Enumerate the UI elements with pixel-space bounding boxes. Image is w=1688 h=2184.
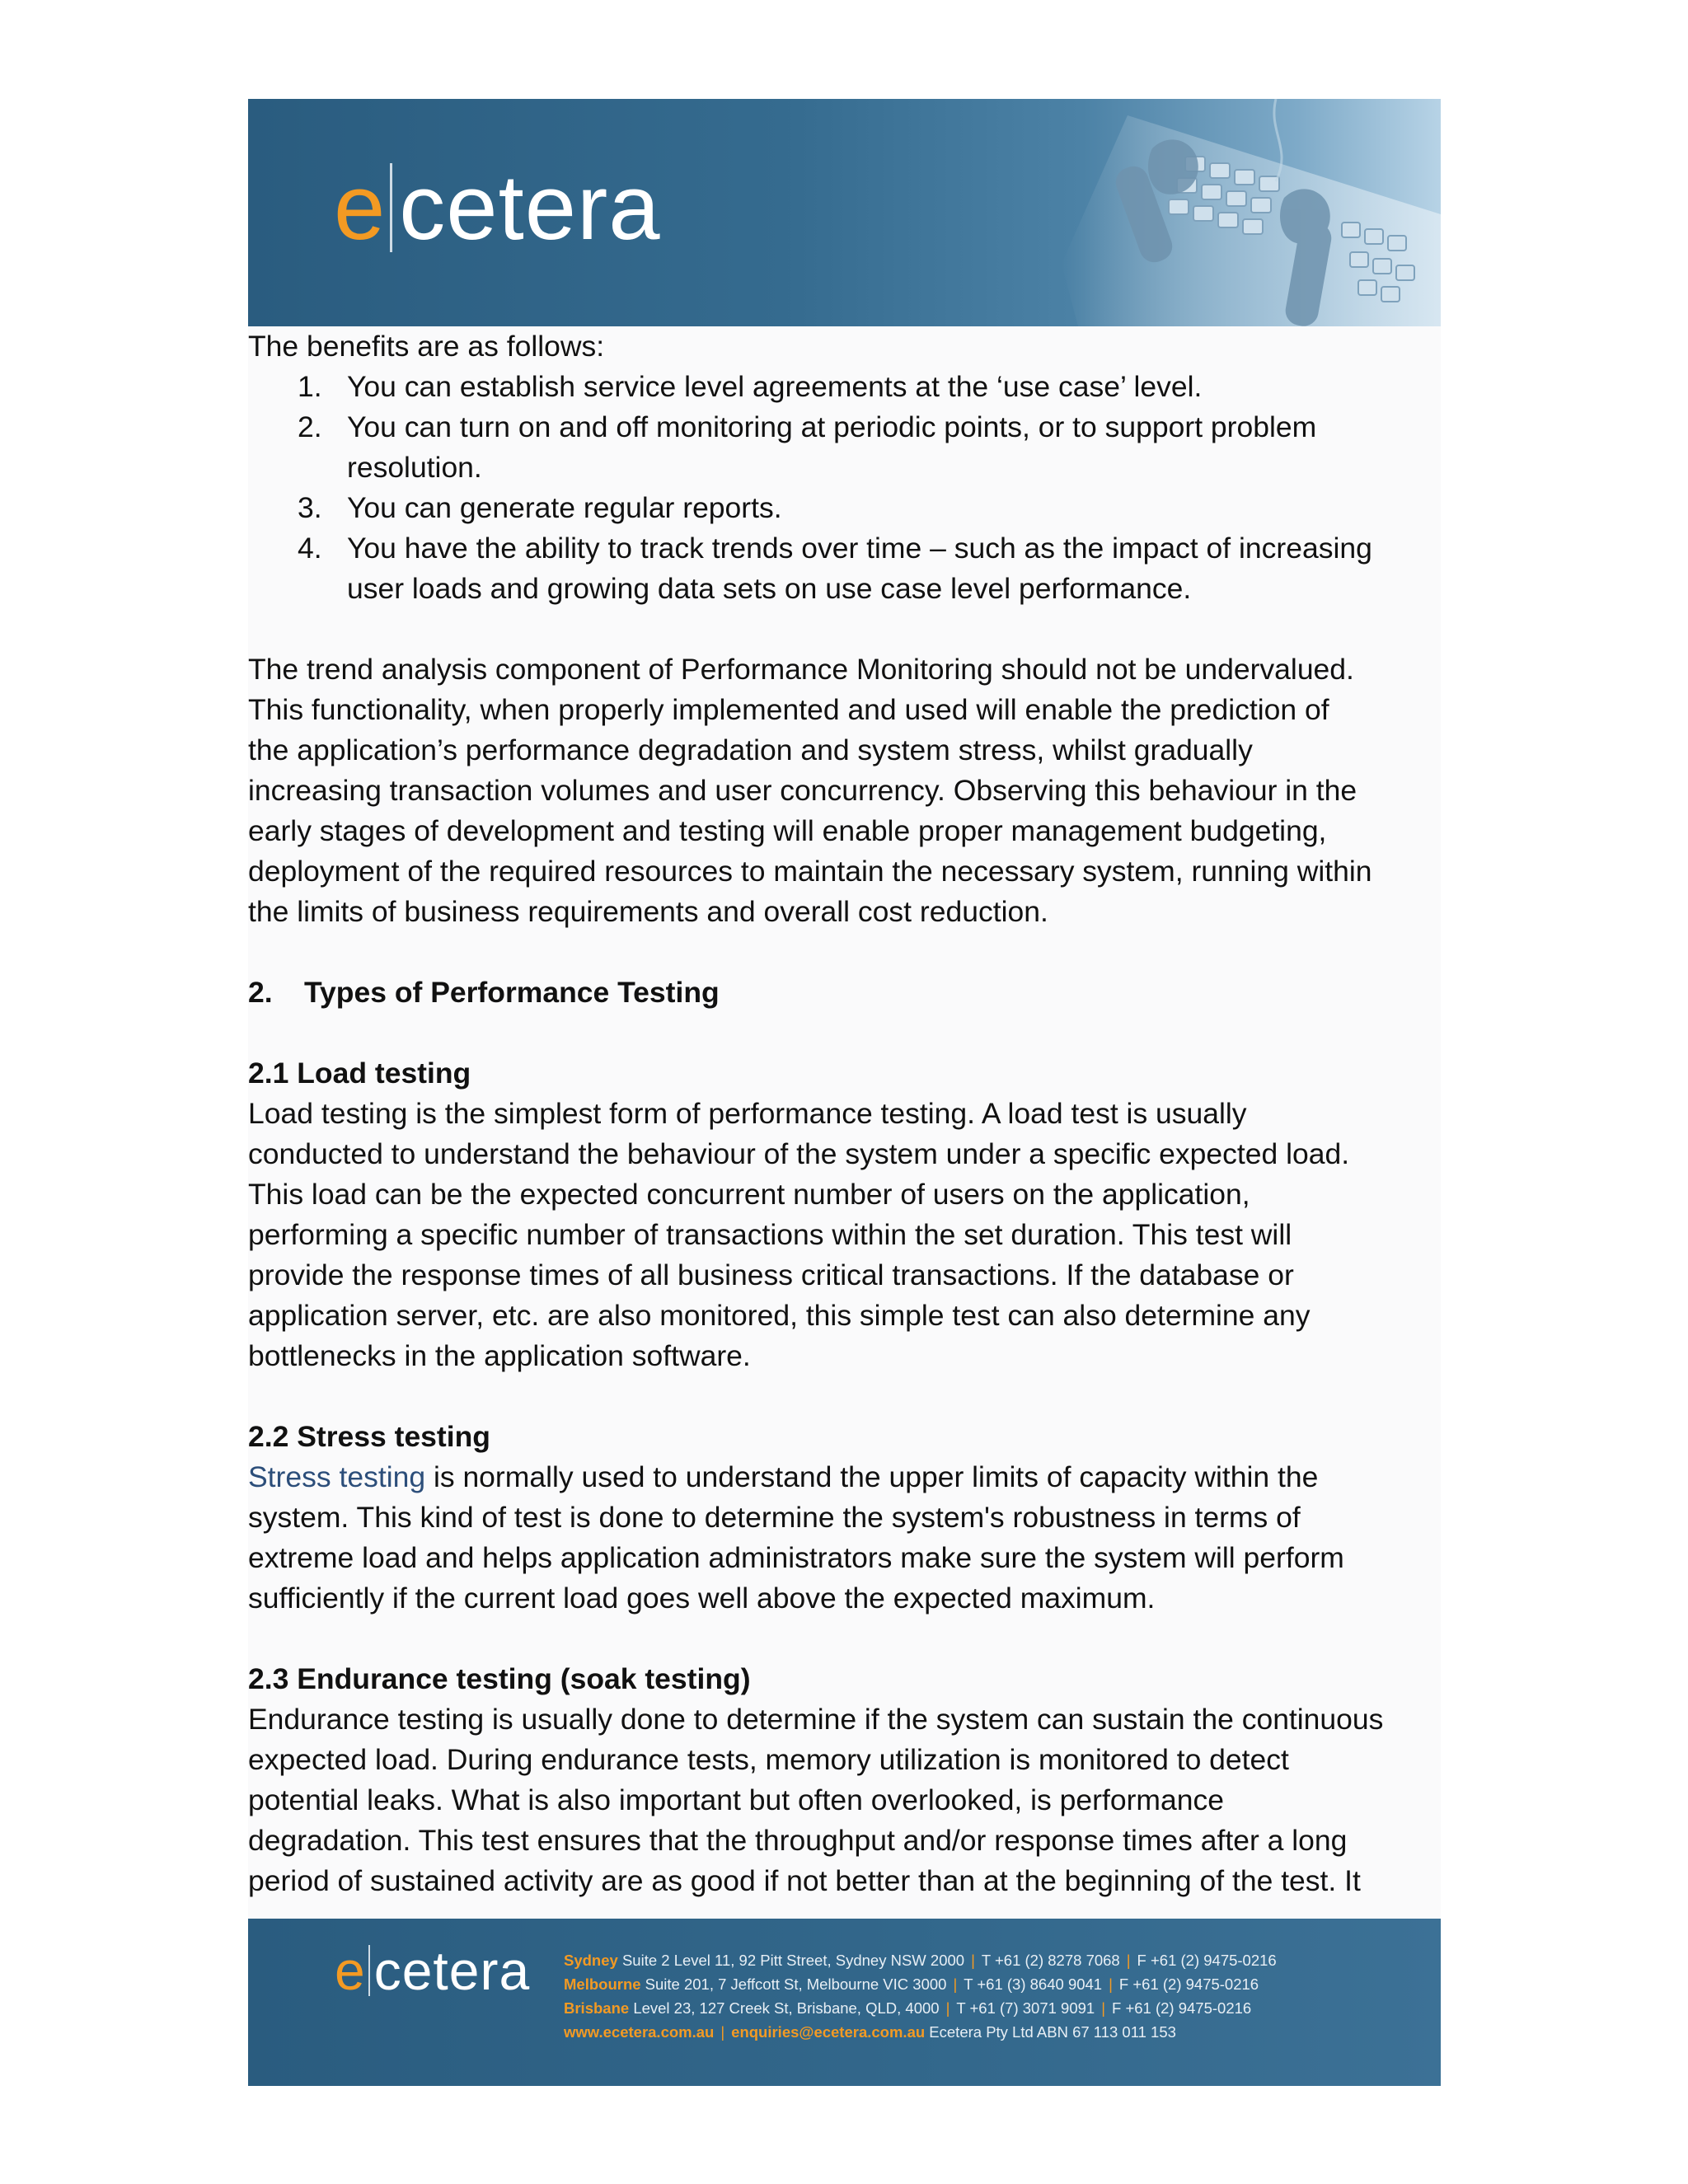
list-item bbox=[248, 488, 1441, 528]
paragraph-line: application server, etc. are also monitored, this simple test can also determine any bbox=[248, 1299, 1311, 1332]
section-title: Types of Performance Testing bbox=[304, 976, 720, 1009]
stress-testing-link[interactable]: Stress testing bbox=[248, 1460, 426, 1493]
paragraph-line: potential leaks. What is also important but often overlooked, is performance bbox=[248, 1783, 1224, 1816]
divider: | bbox=[720, 2023, 725, 2041]
divider: | bbox=[1109, 1975, 1113, 1993]
divider: | bbox=[1126, 1952, 1131, 1969]
paragraph-line bbox=[248, 1457, 1441, 1497]
paragraph-line: the limits of business requirements and overall cost reduction. bbox=[248, 895, 1048, 928]
paragraph-line: bottlenecks in the application software. bbox=[248, 1339, 751, 1372]
stress-testing-paragraph bbox=[248, 1457, 1441, 1619]
divider: | bbox=[1101, 1999, 1106, 2017]
logo-e: e bbox=[334, 156, 386, 259]
logo-e: e bbox=[335, 1940, 365, 2001]
trend-paragraph bbox=[248, 649, 1441, 932]
header-banner bbox=[248, 99, 1441, 326]
divider: | bbox=[953, 1975, 958, 1993]
logo-wordmark: cetera bbox=[399, 156, 661, 259]
office-fax: F +61 (2) 9475-0216 bbox=[1118, 1975, 1259, 1993]
list-item bbox=[248, 528, 1441, 609]
paragraph-line: Endurance testing is usually done to determine if the system can sustain the continuous bbox=[248, 1703, 1384, 1736]
list-text-continuation: user loads and growing data sets on use case level performance. bbox=[347, 572, 1192, 605]
paragraph-line: conducted to understand the behaviour of the system under a specific expected load. bbox=[248, 1137, 1350, 1170]
paragraph-line: This load can be the expected concurrent number of users on the application, bbox=[248, 1178, 1250, 1211]
paragraph-line: degradation. This test ensures that the throughput and/or response times after a long bbox=[248, 1824, 1348, 1857]
office-city: Sydney bbox=[564, 1952, 618, 1969]
list-number: 3. bbox=[298, 491, 322, 524]
office-city: Melbourne bbox=[564, 1975, 641, 1993]
logo-separator bbox=[390, 163, 392, 252]
list-text: You have the ability to track trends over time – such as the impact of increasing bbox=[347, 532, 1372, 565]
list-text: You can establish service level agreements at the ‘use case’ level. bbox=[347, 370, 1203, 403]
list-number: 4. bbox=[298, 532, 322, 565]
section-number: 2. bbox=[248, 976, 273, 1009]
load-testing-paragraph bbox=[248, 1094, 1441, 1376]
office-line-brisbane bbox=[564, 1996, 1277, 2020]
list-text: You can turn on and off monitoring at periodic points, or to support problem bbox=[347, 410, 1317, 443]
paragraph-line: extreme load and helps application administrators make sure the system will perform bbox=[248, 1541, 1344, 1574]
keyboard-hands-image bbox=[1029, 99, 1441, 326]
office-phone: T +61 (2) 8278 7068 bbox=[981, 1952, 1120, 1969]
benefits-list bbox=[248, 367, 1441, 609]
load-testing-heading: 2.1 Load testing bbox=[248, 1057, 471, 1090]
footer-ecetera-logo bbox=[335, 1940, 531, 2001]
office-fax: F +61 (2) 9475-0216 bbox=[1137, 1952, 1277, 1969]
logo-separator bbox=[368, 1945, 370, 1996]
section-heading bbox=[248, 972, 1441, 1013]
list-item bbox=[248, 407, 1441, 488]
list-number: 2. bbox=[298, 410, 322, 443]
footer-web-line bbox=[564, 2020, 1277, 2044]
divider: | bbox=[945, 1999, 950, 2017]
paragraph-line: sufficiently if the current load goes well above the expected maximum. bbox=[248, 1582, 1156, 1615]
ecetera-logo bbox=[334, 156, 661, 259]
paragraph-line: The trend analysis component of Performance Monitoring should not be undervalued. bbox=[248, 653, 1354, 686]
office-phone: T +61 (7) 3071 9091 bbox=[956, 1999, 1095, 2017]
website-link[interactable]: www.ecetera.com.au bbox=[564, 2023, 715, 2041]
footer-contact-info bbox=[564, 1948, 1277, 2044]
paragraph-line: increasing transaction volumes and user concurrency. Observing this behaviour in the bbox=[248, 774, 1357, 807]
company-abn: Ecetera Pty Ltd ABN 67 113 011 153 bbox=[929, 2023, 1176, 2041]
office-address: Suite 201, 7 Jeffcott St, Melbourne VIC 3000 bbox=[645, 1975, 947, 1993]
paragraph-line: Load testing is the simplest form of performance testing. A load test is usually bbox=[248, 1097, 1247, 1130]
divider: | bbox=[971, 1952, 975, 1969]
intro-text: The benefits are as follows: bbox=[248, 330, 605, 363]
endurance-testing-heading: 2.3 Endurance testing (soak testing) bbox=[248, 1662, 751, 1695]
office-city: Brisbane bbox=[564, 1999, 630, 2017]
paragraph-line: the application’s performance degradation and system stress, whilst gradually bbox=[248, 733, 1253, 766]
list-number: 1. bbox=[298, 370, 322, 403]
list-text: You can generate regular reports. bbox=[347, 491, 782, 524]
paragraph-line: performing a specific number of transactions within the set duration. This test will bbox=[248, 1218, 1292, 1251]
office-line-sydney bbox=[564, 1948, 1277, 1972]
paragraph-line: period of sustained activity are as good if not better than at the beginning of the test. It bbox=[248, 1864, 1361, 1897]
paragraph-line: This functionality, when properly implemented and used will enable the prediction of bbox=[248, 693, 1329, 726]
paragraph-text: is normally used to understand the upper limits of capacity within the bbox=[425, 1460, 1319, 1493]
list-item bbox=[248, 367, 1441, 407]
paragraph-line: expected load. During endurance tests, memory utilization is monitored to detect bbox=[248, 1743, 1289, 1776]
office-fax: F +61 (2) 9475-0216 bbox=[1112, 1999, 1252, 2017]
list-text-continuation: resolution. bbox=[347, 451, 482, 484]
office-phone: T +61 (3) 8640 9041 bbox=[964, 1975, 1103, 1993]
stress-testing-heading: 2.2 Stress testing bbox=[248, 1420, 490, 1453]
paragraph-line: system. This kind of test is done to determine the system's robustness in terms of bbox=[248, 1501, 1301, 1534]
paragraph-line: early stages of development and testing will enable proper management budgeting, bbox=[248, 814, 1327, 847]
logo-wordmark: cetera bbox=[373, 1940, 531, 2001]
footer-banner bbox=[248, 1919, 1441, 2086]
document-body bbox=[248, 326, 1441, 1919]
office-address: Level 23, 127 Creek St, Brisbane, QLD, 4000 bbox=[633, 1999, 940, 2017]
office-address: Suite 2 Level 11, 92 Pitt Street, Sydney NSW 2000 bbox=[621, 1952, 965, 1969]
endurance-testing-paragraph bbox=[248, 1699, 1441, 1901]
paragraph-line: deployment of the required resources to maintain the necessary system, running within bbox=[248, 855, 1372, 888]
email-link[interactable]: enquiries@ecetera.com.au bbox=[731, 2023, 926, 2041]
paragraph-line: provide the response times of all business critical transactions. If the database or bbox=[248, 1258, 1294, 1291]
office-line-melbourne bbox=[564, 1972, 1277, 1996]
